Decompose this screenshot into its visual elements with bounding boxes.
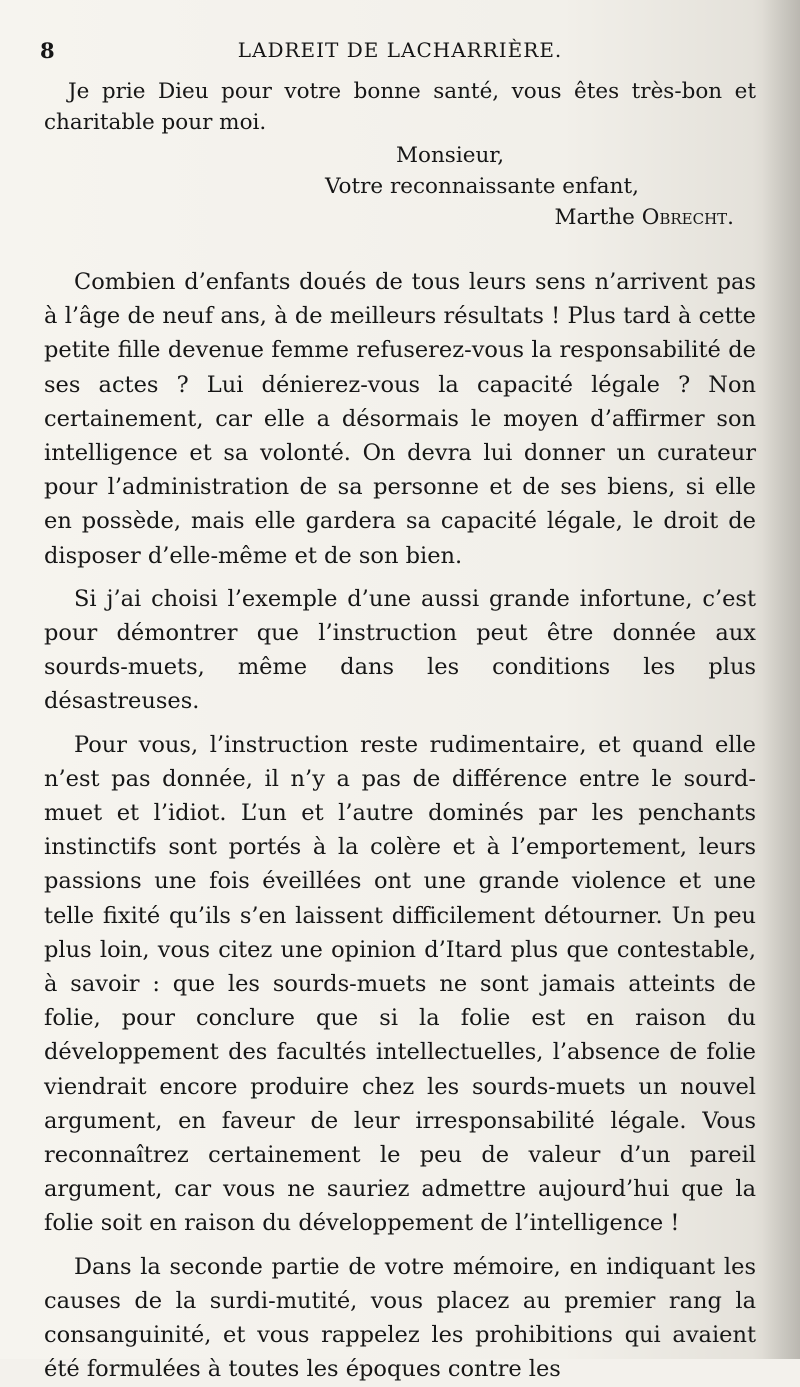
main-body-text — [44, 265, 756, 1387]
body-paragraph: Pour vous, l’instruction reste rudimentaire, et quand elle n’est pas donnée, il n’y a pas de différence entre le sourd-muet et l’idiot. L’un et l’autre dominés par les penchants instinctifs sont portés à la colère et à l’emportement, leurs passions une fois éveillées ont une grande violence et une telle fixité qu’ils s’en laissent difficilement détourner. Un peu plus loin, vous citez une opinion d’Itard plus que contestable, à savoir : que les sourds-muets ne sont jamais atteints de folie, pour conclure que si la folie est en raison du développement des facultés intellectuelles, l’absence de folie viendrait encore produire chez les sourds-muets un nouvel argument, en faveur de leur irresponsabilité légale. Vous reconnaîtrez certainement le peu de valeur d’un pareil argument, car vous ne sauriez admettre aujourd’hui que la folie soit en raison du développement de l’intelligence ! — [44, 731, 756, 1237]
letter-closing-line: Je prie Dieu pour votre bonne santé, vous êtes très-bon et charitable pour moi. — [44, 79, 756, 135]
page-edge-shadow — [762, 0, 800, 1359]
letter-salutation: Monsieur, — [396, 143, 505, 168]
body-paragraph: Si j’ai choisi l’exemple d’une aussi grande infortune, c’est pour démontrer que l’instruction peut être donnée aux sourds-muets, même dans les conditions les plus désastreuses. — [44, 585, 756, 715]
signature-last-name: Obrecht. — [641, 205, 734, 230]
letter-signature — [44, 202, 756, 233]
letter-signature-block — [44, 140, 756, 233]
page-header — [40, 38, 760, 68]
letter-signoff: Votre reconnaissante enfant, — [325, 174, 639, 199]
running-title: LADREIT DE LACHARRIÈRE. — [237, 38, 563, 62]
letter-closing-paragraph — [44, 76, 756, 138]
body-paragraph: Combien d’enfants doués de tous leurs sens n’arrivent pas à l’âge de neuf ans, à de meilleurs résultats ! Plus tard à cette petite fille devenue femme refuserez-vous la responsabilité de ses actes ? Lui dénierez-vous la capacité légale ? Non certainement, car elle a désormais le moyen d’affirmer son intelligence et sa volonté. On devra lui donner un curateur pour l’administration de sa personne et de ses biens, si elle en possède, mais elle gardera sa capacité légale, le droit de disposer d’elle-même et de son bien. — [44, 269, 756, 569]
page-number: 8 — [40, 38, 55, 63]
signature-first-name: Marthe — [554, 205, 635, 230]
body-paragraph: Dans la seconde partie de votre mémoire, en indiquant les causes de la surdi-mutité, vous placez au premier rang la consanguinité, et vous rappelez les prohibitions qui avaient été formulées à toutes les époques contre les — [44, 1253, 756, 1383]
